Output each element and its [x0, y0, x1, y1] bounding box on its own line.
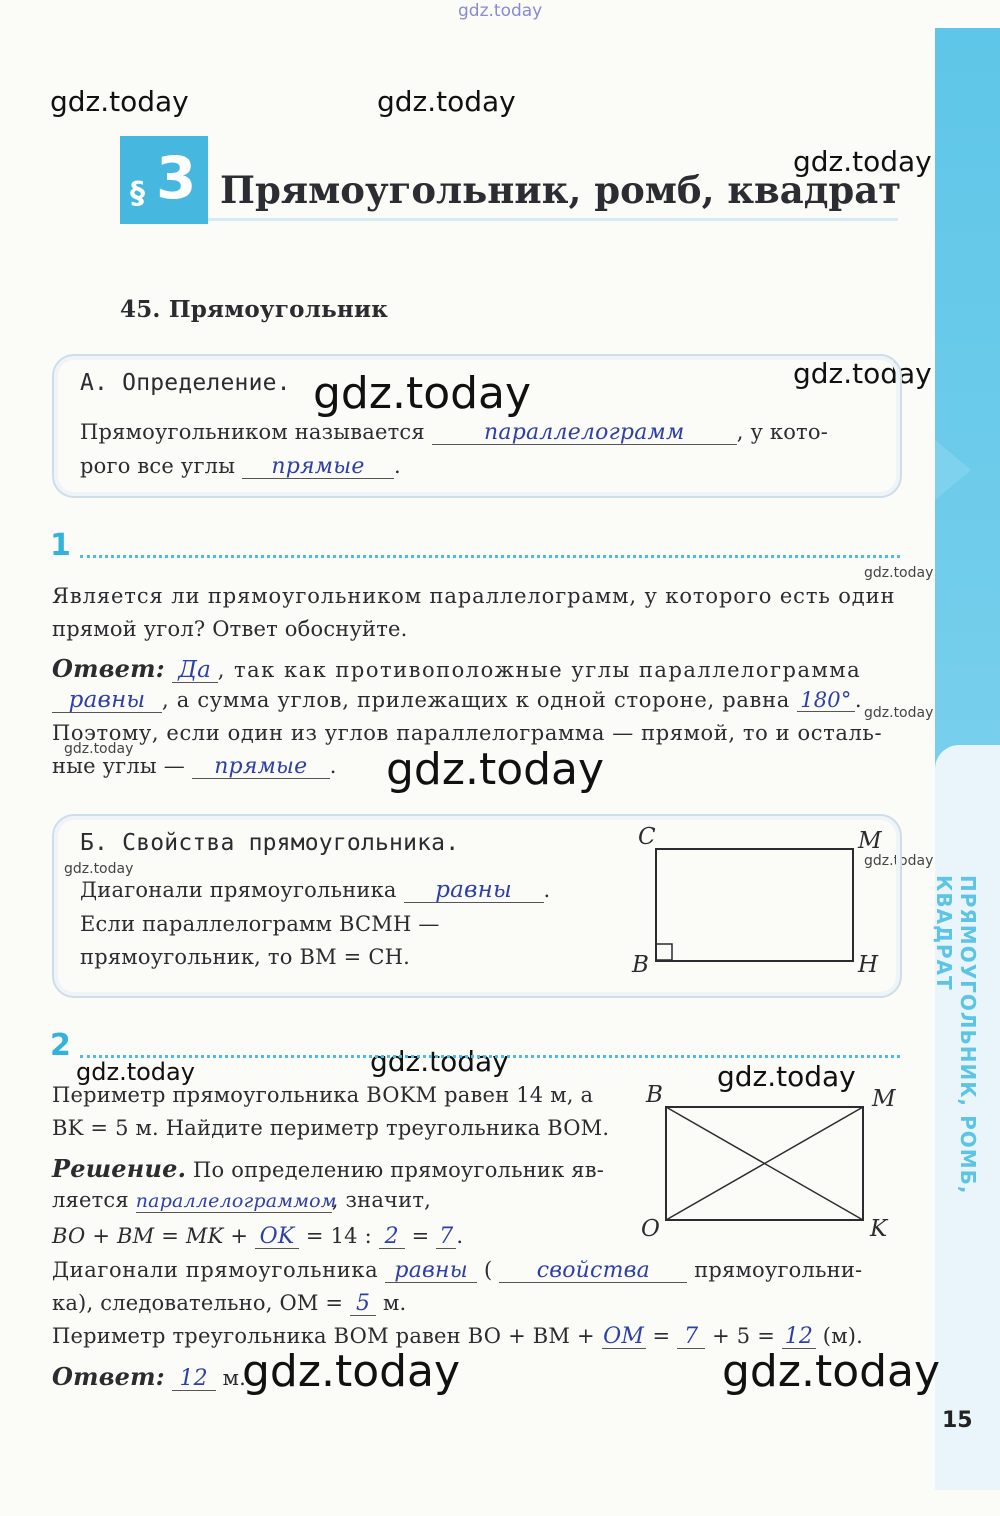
task-2-text: BO + BM = MK + — [52, 1224, 249, 1248]
vertex-label-c: C — [638, 824, 656, 850]
task-1-fill-right: прямые — [192, 755, 330, 779]
task-2-text: По определению прямоугольник яв- — [193, 1158, 605, 1182]
task-2-fill-2: 2 — [379, 1225, 405, 1249]
task-2-line-8 — [52, 1324, 863, 1349]
task-2-text: Диагонали прямоугольника — [52, 1258, 379, 1282]
watermark-top: gdz.today — [458, 1, 543, 21]
task-1-answer-line-2 — [52, 688, 862, 713]
properties-line-3: прямоугольник, то BM = CH. — [80, 945, 410, 969]
task-1-answer-line-1 — [52, 654, 861, 683]
task-2-fill-property: свойства — [499, 1259, 687, 1283]
task-2-text: м. — [383, 1291, 407, 1315]
task-1-text: ные углы — — [52, 754, 185, 778]
task-2-text: (м). — [822, 1324, 863, 1348]
vertex-label-h: H — [858, 952, 879, 978]
task-1-text: , так как противоположные углы параллелограмма — [217, 658, 862, 682]
properties-line-1 — [80, 878, 550, 903]
vertex-label-m2: M — [872, 1086, 896, 1112]
properties-line-2: Если параллелограмм BCMH — — [80, 912, 440, 936]
task-2-fill-om: OM — [603, 1324, 645, 1349]
section-sign: § — [130, 176, 145, 211]
task-1-fill-180: 180° — [797, 689, 855, 712]
watermark: gdz.today — [722, 1346, 941, 1397]
watermark: gdz.today — [864, 853, 934, 869]
task-2-fill-7b: 7 — [677, 1325, 705, 1349]
task-2-fill-7: 7 — [436, 1225, 456, 1249]
task-1-answer-line-4 — [52, 754, 337, 779]
task-1-question-line-1: Является ли прямоугольником параллелограмм, у которого есть один — [52, 584, 896, 608]
task-2-text: прямоугольни- — [694, 1258, 863, 1282]
task-2-text: Периметр треугольника BOM равен BO + BM + — [52, 1324, 595, 1348]
task-1-text: . — [854, 688, 862, 712]
task-2-line-3 — [52, 1154, 604, 1183]
task-2-text: . — [456, 1224, 464, 1248]
rectangle-bokm-figure — [665, 1106, 865, 1222]
task-2-text: = — [411, 1224, 430, 1248]
definition-text: рого все углы — [80, 454, 236, 478]
vertex-label-k2: K — [870, 1216, 888, 1242]
task-1-fill-yes: Да — [172, 658, 218, 683]
vertex-label-m: M — [858, 828, 882, 854]
watermark: gdz.today — [242, 1346, 461, 1397]
task-2-text: ка), следовательно, OM = — [52, 1291, 344, 1315]
task-2-text: = 14 : — [305, 1224, 372, 1248]
chapter-underline — [208, 218, 898, 221]
watermark: gdz.today — [793, 145, 932, 178]
task-1-question-line-2: прямой угол? Ответ обоснуйте. — [52, 617, 408, 641]
task-2-equation — [52, 1224, 463, 1249]
task-2-text: ( — [484, 1258, 493, 1282]
task-2-divider — [80, 1055, 900, 1058]
rectangle-bcmh-figure — [655, 848, 865, 968]
watermark: gdz.today — [64, 741, 134, 757]
task-2-number: 2 — [50, 1028, 71, 1063]
task-2-text: = — [652, 1324, 671, 1348]
watermark: gdz.today — [864, 705, 934, 721]
answer-label: Ответ: — [52, 654, 165, 683]
right-angle-mark — [656, 944, 672, 960]
vertex-label-o2: O — [641, 1216, 660, 1242]
watermark: gdz.today — [313, 368, 532, 419]
watermark: gdz.today — [386, 744, 605, 795]
task-2-line-6 — [52, 1258, 862, 1283]
lesson-title: 45. Прямоугольник — [120, 296, 389, 323]
task-2-fill-5: 5 — [350, 1292, 376, 1316]
task-1-number: 1 — [50, 528, 71, 563]
properties-heading: Б. Свойства прямоугольника. — [80, 830, 460, 856]
watermark: gdz.today — [76, 1058, 195, 1086]
task-1-divider — [80, 555, 900, 558]
properties-text: Диагонали прямоугольника — [80, 878, 397, 902]
chapter-number: 3 — [156, 144, 197, 212]
solution-label: Решение. — [52, 1154, 187, 1183]
task-2-line-7 — [52, 1291, 406, 1316]
properties-fill-1: равны — [404, 878, 544, 903]
definition-text: Прямоугольником называется — [80, 420, 425, 444]
task-2-line-1: Периметр прямоугольника BOKM равен 14 м, а — [52, 1083, 594, 1107]
definition-heading — [80, 370, 291, 396]
task-2-text: м. — [222, 1366, 246, 1390]
watermark: gdz.today — [717, 1060, 856, 1093]
definition-fill-2: прямые — [242, 455, 394, 479]
watermark: gdz.today — [377, 85, 516, 118]
rectangle-bcmh — [656, 849, 853, 961]
definition-line-2 — [80, 454, 401, 479]
chapter-title: Прямоугольник, ромб, квадрат — [220, 168, 902, 212]
definition-line-1 — [80, 420, 828, 445]
task-2-text: + 5 = — [712, 1324, 776, 1348]
vertex-label-b: B — [632, 952, 649, 978]
definition-text: . — [394, 454, 401, 478]
watermark: gdz.today — [370, 1045, 509, 1078]
task-2-fill-equal: равны — [385, 1259, 477, 1283]
task-2-text: ляется — [52, 1188, 129, 1212]
vertex-label-b2: B — [646, 1082, 663, 1108]
task-1-text: , а сумма углов, прилежащих к одной стороне, равна — [162, 688, 790, 712]
task-1-fill-equal: равны — [52, 688, 162, 713]
task-2-fill-12: 12 — [782, 1325, 816, 1349]
task-2-fill-answer: 12 — [172, 1367, 216, 1391]
task-2-line-2: BK = 5 м. Найдите периметр треугольника BOM. — [52, 1116, 610, 1140]
chapter-badge — [120, 136, 208, 224]
definition-text: , у кото- — [736, 420, 829, 444]
watermark: gdz.today — [864, 565, 934, 581]
properties-text: . — [543, 878, 551, 902]
watermark: gdz.today — [50, 85, 189, 118]
watermark: gdz.today — [64, 861, 134, 877]
answer-label: Ответ: — [52, 1362, 165, 1391]
page-number: 15 — [942, 1408, 973, 1433]
side-arrow-icon — [935, 440, 975, 500]
task-2-text: , значит, — [331, 1188, 432, 1212]
task-2-answer — [52, 1362, 246, 1391]
definition-heading-text: А. Определение. — [80, 370, 291, 396]
task-2-fill-parallelogram: параллелограммом — [135, 1190, 337, 1212]
task-1-text: . — [329, 754, 337, 778]
task-1-answer-line-3: Поэтому, если один из углов параллелограмма — прямой, то и осталь- — [52, 721, 883, 745]
watermark: gdz.today — [793, 357, 932, 390]
definition-fill-1: параллелограмм — [432, 421, 737, 445]
task-2-line-4 — [52, 1188, 431, 1213]
task-2-fill-ok: OK — [255, 1225, 299, 1249]
side-tab-label: ПРЯМОУГОЛЬНИК, РОМБ, КВАДРАТ — [932, 875, 980, 1195]
